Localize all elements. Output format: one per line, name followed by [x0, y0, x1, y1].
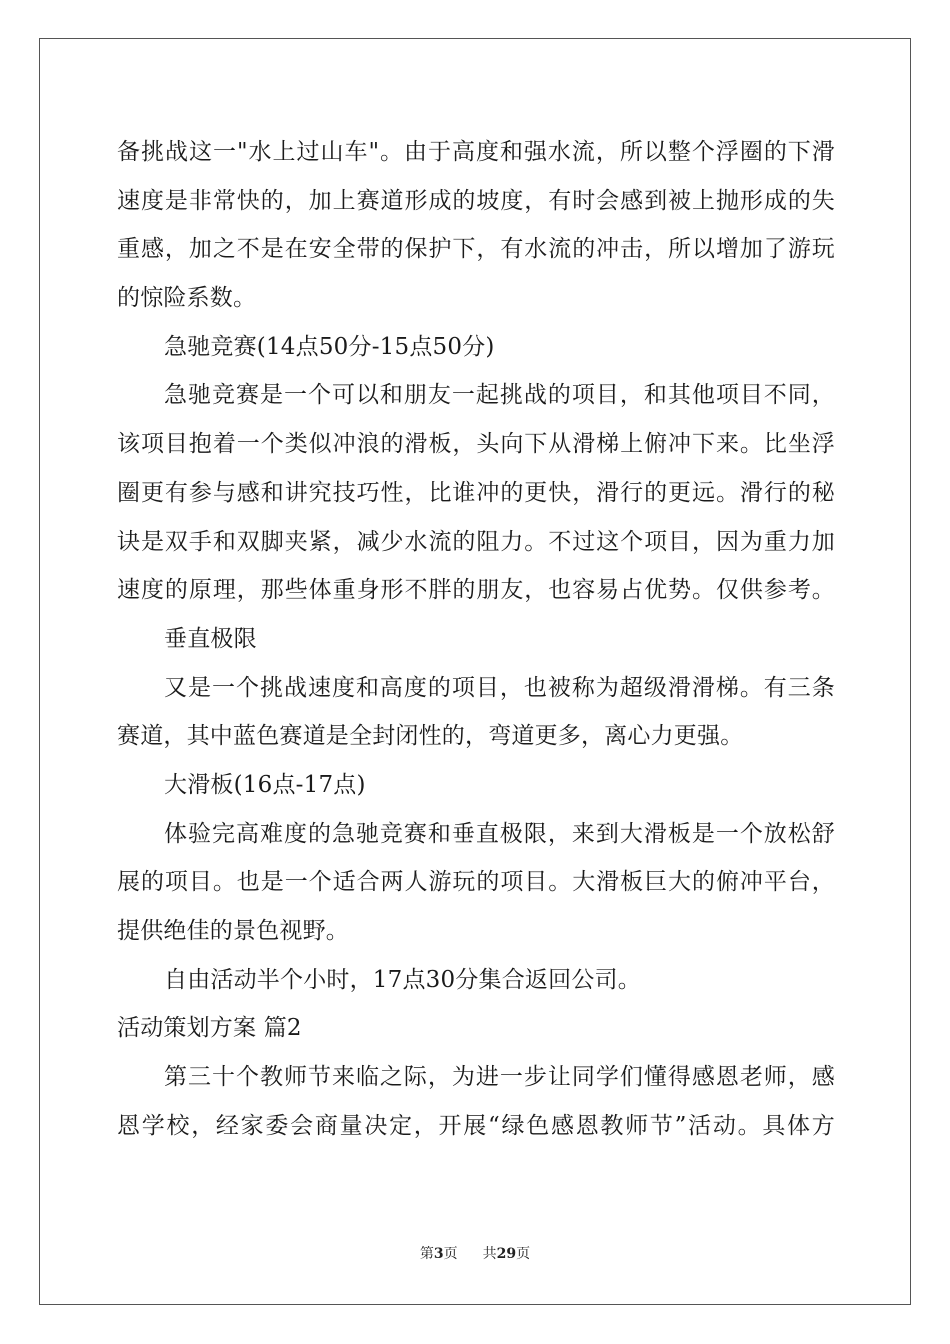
- paragraph-line: 备挑战这一"水上过山车"。由于高度和强水流，所以整个浮圈的下滑: [117, 139, 835, 165]
- paragraph-line: 赛道，其中蓝色赛道是全封闭性的，弯道更多，离心力更强。: [117, 723, 744, 750]
- total-pages-suffix: 页: [516, 1246, 531, 1262]
- paragraph-line: 第三十个教师节来临之际，为进一步让同学们懂得感恩老师，感: [164, 1064, 835, 1091]
- total-pages-prefix: 共: [482, 1246, 497, 1262]
- page-footer: [0, 1243, 950, 1263]
- paragraph-line: 圈更有参与感和讲究技巧性，比谁冲的更快，滑行的更远。滑行的秘: [117, 479, 835, 506]
- paragraph-line: 重感，加之不是在安全带的保护下，有水流的冲击，所以增加了游玩: [117, 236, 835, 263]
- document-body: [117, 128, 835, 1150]
- section-heading: 垂直极限: [164, 625, 257, 652]
- paragraph-line: 的惊险系数。: [117, 285, 257, 312]
- section-heading: 大滑板(16点-17点): [164, 771, 366, 798]
- paragraph-line: 该项目抱着一个类似冲浪的滑板，头向下从滑梯上俯冲下来。比坐浮: [117, 431, 835, 458]
- paragraph-line: 急驰竞赛是一个可以和朋友一起挑战的项目，和其他项目不同，: [164, 382, 835, 409]
- paragraph-line: 提供绝佳的景色视野。: [117, 918, 349, 944]
- paragraph-line: 诀是双手和双脚夹紧，减少水流的阻力。不过这个项目，因为重力加: [117, 528, 835, 555]
- paragraph-line: 自由活动半个小时，17点30分集合返回公司。: [164, 966, 641, 993]
- section-heading: 急驰竞赛(14点50分-15点50分): [164, 333, 495, 360]
- paragraph-line: 恩学校，经家委会商量决定，开展“绿色感恩教师节”活动。具体方: [117, 1112, 835, 1139]
- paragraph-line: 体验完高难度的急驰竞赛和垂直极限，来到大滑板是一个放松舒: [164, 820, 835, 847]
- total-pages-count: 29: [496, 1246, 517, 1262]
- paragraph-line: 速度的原理，那些体重身形不胖的朋友，也容易占优势。仅供参考。: [117, 577, 835, 604]
- paragraph-line: 速度是非常快的，加上赛道形成的坡度，有时会感到被上抛形成的失: [117, 187, 835, 214]
- page-number-prefix: 第: [419, 1246, 434, 1262]
- section-title: 活动策划方案 篇2: [117, 1015, 302, 1042]
- paragraph-line: 展的项目。也是一个适合两人游玩的项目。大滑板巨大的俯冲平台，: [117, 869, 835, 896]
- page-number-current: 3: [433, 1246, 444, 1262]
- paragraph-line: 又是一个挑战速度和高度的项目，也被称为超级滑滑梯。有三条: [164, 674, 835, 701]
- page-number-suffix: 页: [443, 1246, 458, 1262]
